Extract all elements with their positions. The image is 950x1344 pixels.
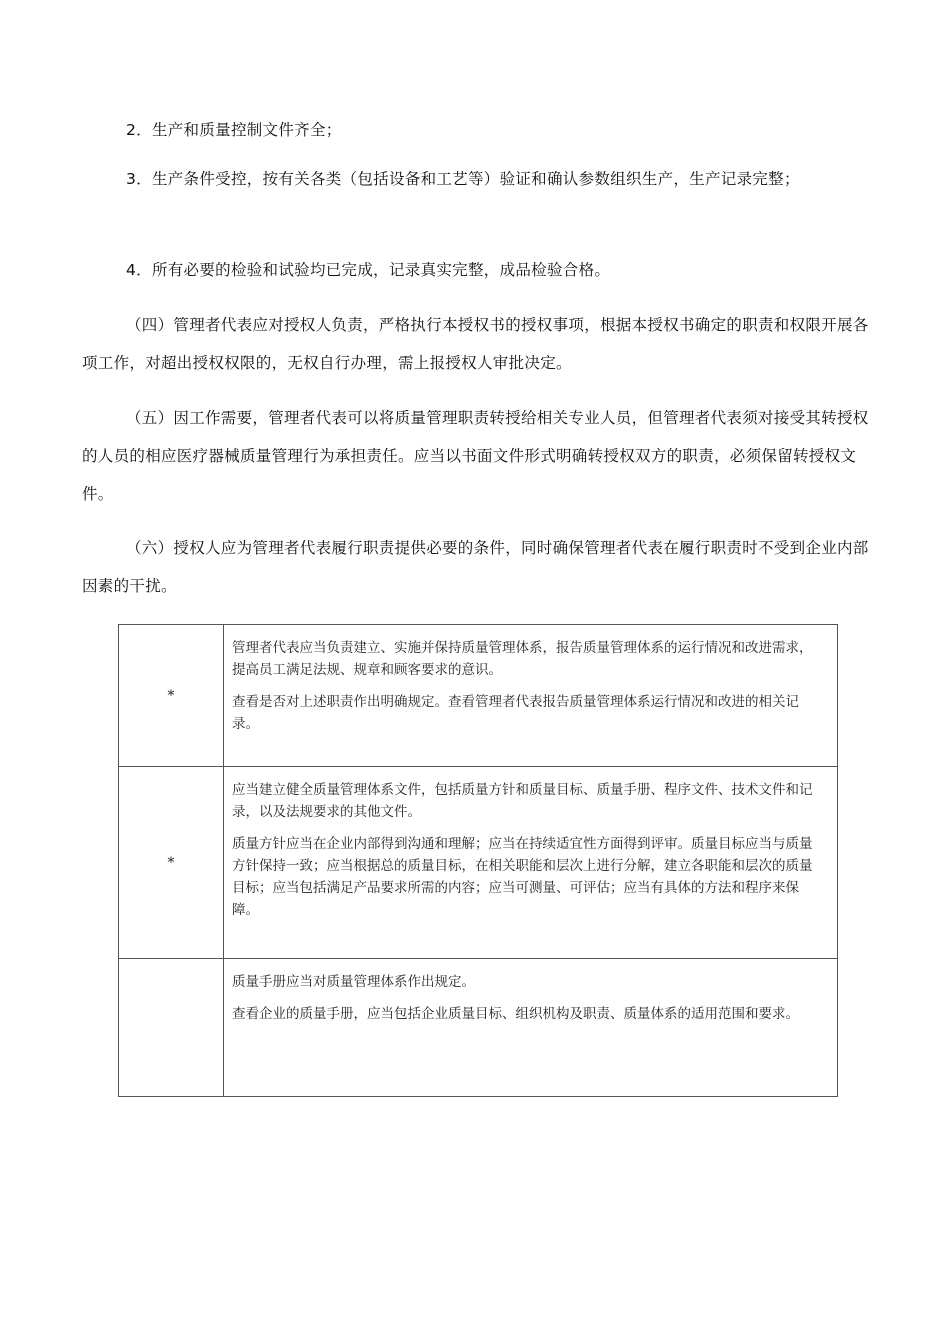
list-item-4: 4．所有必要的检验和试验均已完成，记录真实完整，成品检验合格。 [126,261,611,279]
table-row [119,959,838,1097]
requirements-table [118,624,838,1097]
check-method-text: 查看是否对上述职责作出明确规定。查看管理者代表报告质量管理体系运行情况和改进的相关记录。 [232,694,799,732]
table-cell [224,625,838,767]
paragraph-4: （四）管理者代表应对授权人负责，严格执行本授权书的授权事项，根据本授权书确定的职责和权限开展各项工作，对超出授权权限的，无权自行办理，需上报授权人审批决定。 [82,316,869,372]
table-row [119,625,838,767]
requirement-text: 管理者代表应当负责建立、实施并保持质量管理体系，报告质量管理体系的运行情况和改进需求，提高员工满足法规、规章和顾客要求的意识。 [232,640,813,678]
list-item-3: 3．生产条件受控，按有关各类（包括设备和工艺等）验证和确认参数组织生产，生产记录完整； [126,170,800,188]
table-row [119,767,838,959]
paragraph-5: （五）因工作需要，管理者代表可以将质量管理职责转授给相关专业人员，但管理者代表须对接受其转授权的人员的相应医疗器械质量管理行为承担责任。应当以书面文件形式明确转授权双方的职责，必须保留转授权文件。 [82,409,869,503]
key-item-mark [119,959,224,1097]
key-item-mark: * [119,767,224,959]
check-method-text: 质量方针应当在企业内部得到沟通和理解；应当在持续适宜性方面得到评审。质量目标应当与质量方针保持一致；应当根据总的质量目标，在相关职能和层次上进行分解，建立各职能和层次的质量目标；应当包括满足产品要求所需的内容；应当可测量、可评估；应当有具体的方法和程序来保障。 [232,836,813,918]
table-cell [224,959,838,1097]
list-item-2: 2．生产和质量控制文件齐全； [126,121,342,139]
key-item-mark: * [119,625,224,767]
check-method-text: 查看企业的质量手册，应当包括企业质量目标、组织机构及职责、质量体系的适用范围和要求。 [232,1006,799,1022]
table-cell [224,767,838,959]
requirement-text: 质量手册应当对质量管理体系作出规定。 [232,974,475,990]
requirement-text: 应当建立健全质量管理体系文件，包括质量方针和质量目标、质量手册、程序文件、技术文件和记录，以及法规要求的其他文件。 [232,782,813,820]
paragraph-6: （六）授权人应为管理者代表履行职责提供必要的条件，同时确保管理者代表在履行职责时不受到企业内部因素的干扰。 [82,539,869,595]
